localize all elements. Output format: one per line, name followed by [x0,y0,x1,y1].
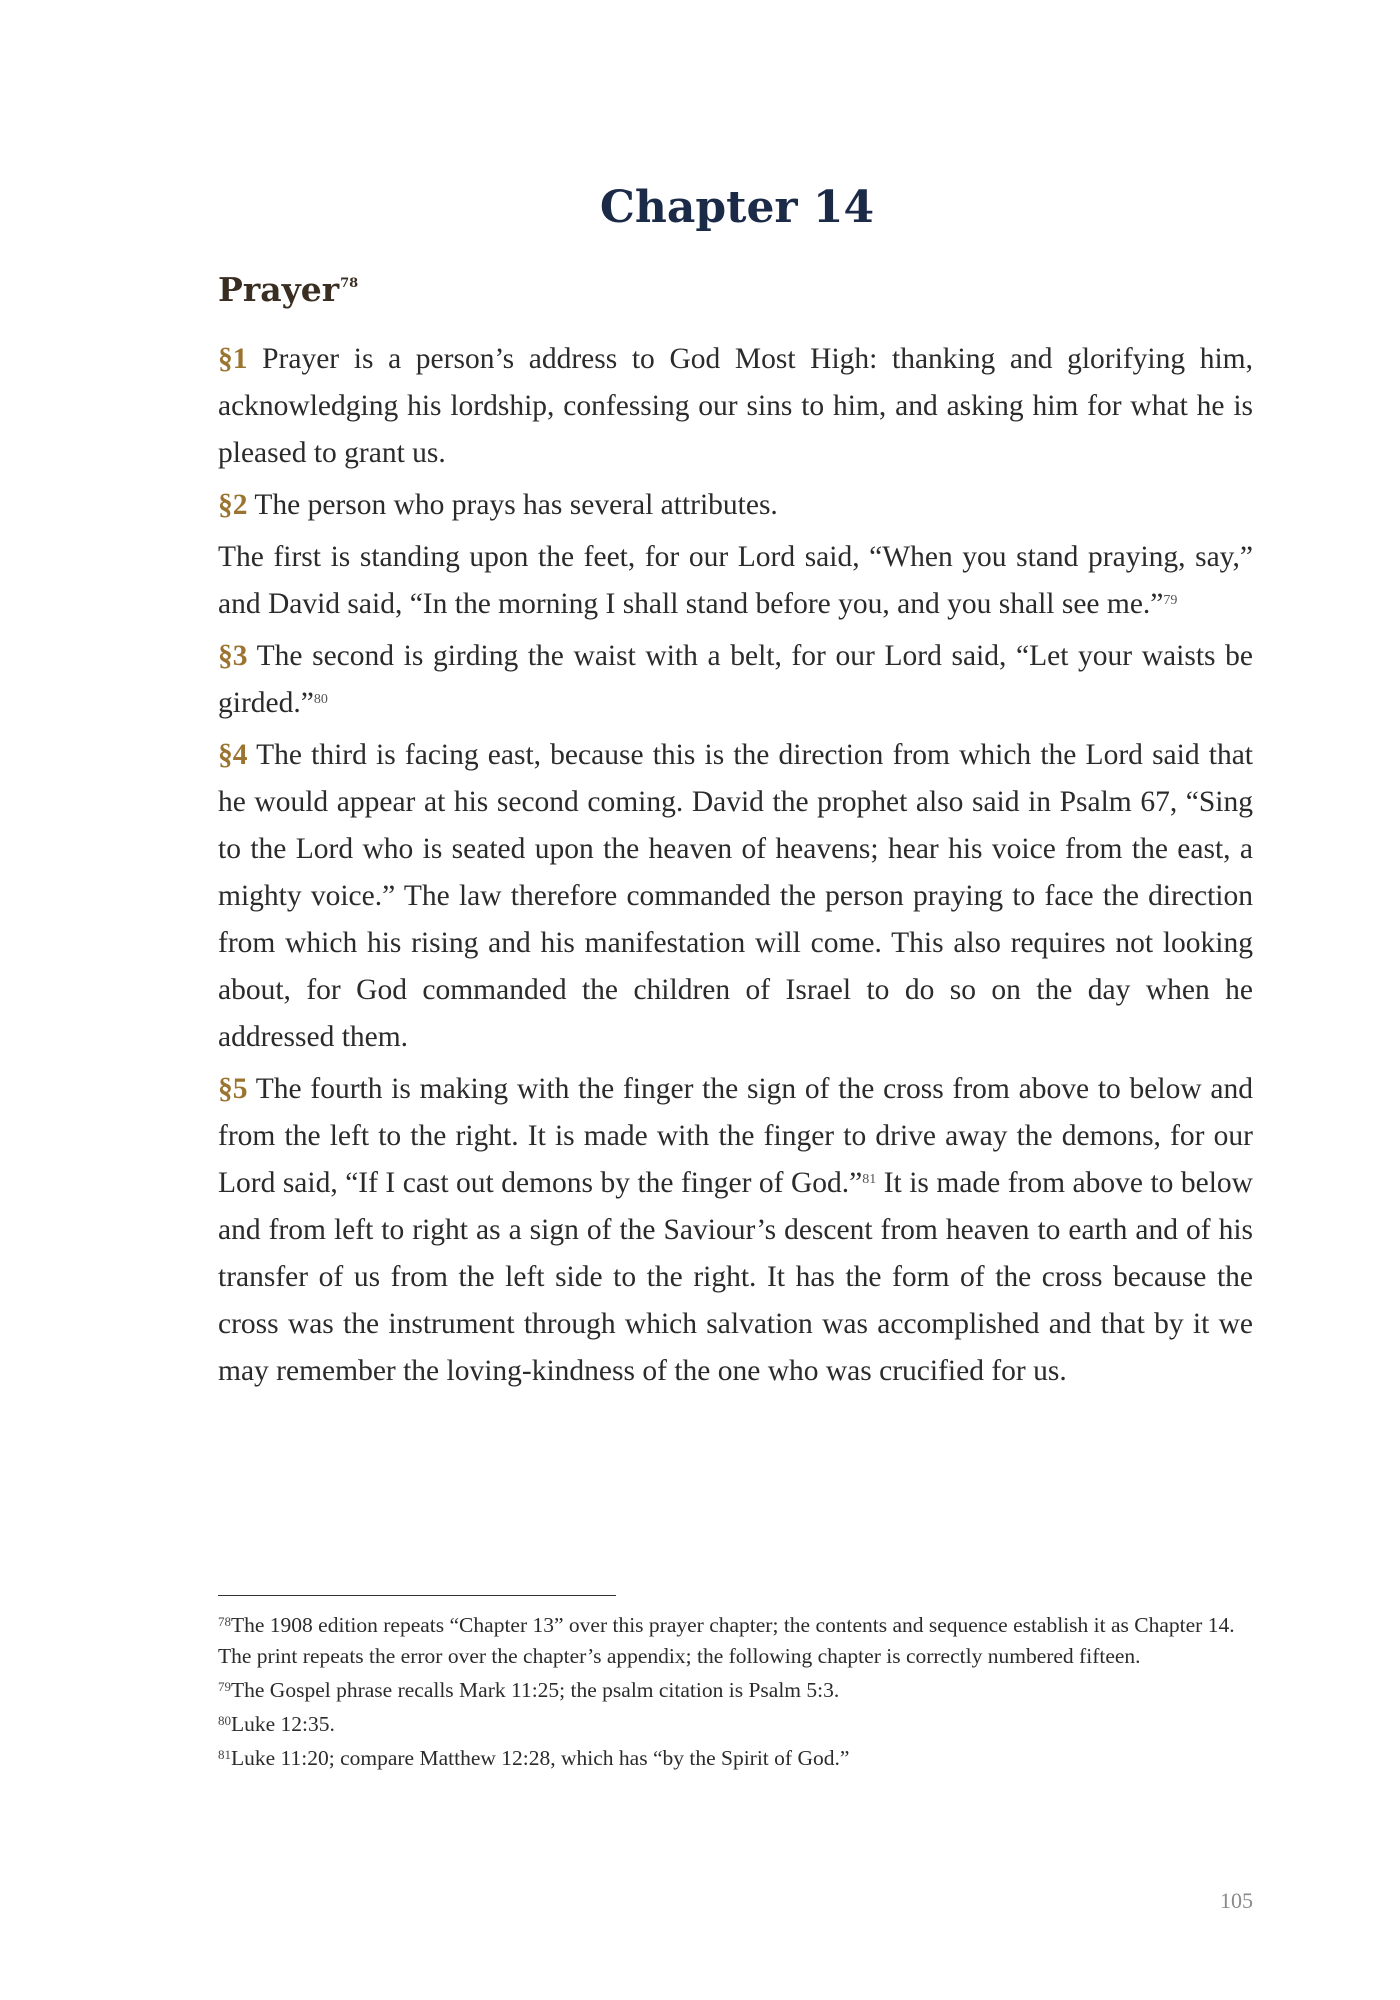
page-number: 105 [1220,1888,1253,1913]
paragraph-1 [218,336,1253,477]
footnote-divider [218,1595,616,1596]
paragraph-number: §2 [218,489,248,521]
footnote-80 [218,1709,1253,1740]
paragraph-text: The fourth is making with the finger the sign of the cross from above to below and from the left to the right. It is made with the finger to drive away the demons, for our Lord said, “If I cast out demons by the finger of God.” [218,1073,1253,1199]
paragraph-2 [218,482,1253,529]
paragraph-text: The second is girding the waist with a belt, for our Lord said, “Let your waists be girded.” [218,640,1253,719]
section-heading-text: Prayer [218,270,340,309]
footnote-81 [218,1743,1253,1774]
footnote-79 [218,1675,1253,1706]
footnote-ref-79[interactable]: 79 [1163,593,1178,608]
paragraph-text: The person who prays has several attributes. [247,489,778,521]
footnote-text: Luke 12:35. [231,1712,335,1736]
footnotes [218,1610,1253,1777]
paragraph-number: §1 [218,343,248,375]
paragraph-text: The third is facing east, because this is the direction from which the Lord said that he would appear at his second coming. David the prophet also said in Psalm 67, “Sing to the Lord who is seated upon the heaven of heavens; hear his voice from the east, a mighty voice.” The law therefore commanded the person praying to face the direction from which his rising and his manifestation will come. This also requires not looking about, for God commanded the children of Israel to do so on the day when he addressed them. [218,739,1253,1053]
paragraph-5 [218,1066,1253,1395]
footnote-number: 79 [218,1679,231,1694]
footnote-number: 78 [218,1614,231,1629]
paragraph-4 [218,732,1253,1061]
paragraph-3 [218,633,1253,727]
footnote-ref-80[interactable]: 80 [313,692,328,707]
footnote-ref-81[interactable]: 81 [862,1172,877,1187]
paragraph-number: §4 [218,739,248,771]
paragraph-text: Prayer is a person’s address to God Most High: thanking and glorifying him, acknowledging his lordship, confessing our sins to him, and asking him for what he is pleased to grant us. [218,343,1253,469]
section-footnote-ref[interactable]: 78 [340,276,359,291]
footnote-text: Luke 11:20; compare Matthew 12:28, which has “by the Spirit of God.” [231,1746,850,1770]
paragraph-number: §3 [218,640,248,672]
footnote-number: 81 [218,1747,231,1762]
footnote-78 [218,1610,1253,1672]
footnote-text: The 1908 edition repeats “Chapter 13” over this prayer chapter; the contents and sequence establish it as Chapter 14. The print repeats the error over the chapter’s appendix; the following chapter is correctly numbered fifteen. [218,1613,1235,1668]
footnote-number: 80 [218,1713,231,1728]
footnote-text: The Gospel phrase recalls Mark 11:25; the psalm citation is Psalm 5:3. [231,1678,840,1702]
paragraph-text: The first is standing upon the feet, for our Lord said, “When you stand praying, say,” and David said, “In the morning I shall stand before you, and you shall see me.” [218,541,1253,620]
section-heading [218,268,358,312]
chapter-title: Chapter 14 [599,182,875,233]
paragraph-text: It is made from above to below and from left to right as a sign of the Saviour’s descent from heaven to earth and of his transfer of us from the left side to the right. It has the form of the cross because the cross was the instrument through which salvation was accomplished and that by it we may remember the loving-kindness of the one who was crucified for us. [218,1167,1253,1387]
paragraph-number: §5 [218,1073,248,1105]
body-text [218,336,1253,1400]
paragraph-2-continued [218,534,1253,628]
